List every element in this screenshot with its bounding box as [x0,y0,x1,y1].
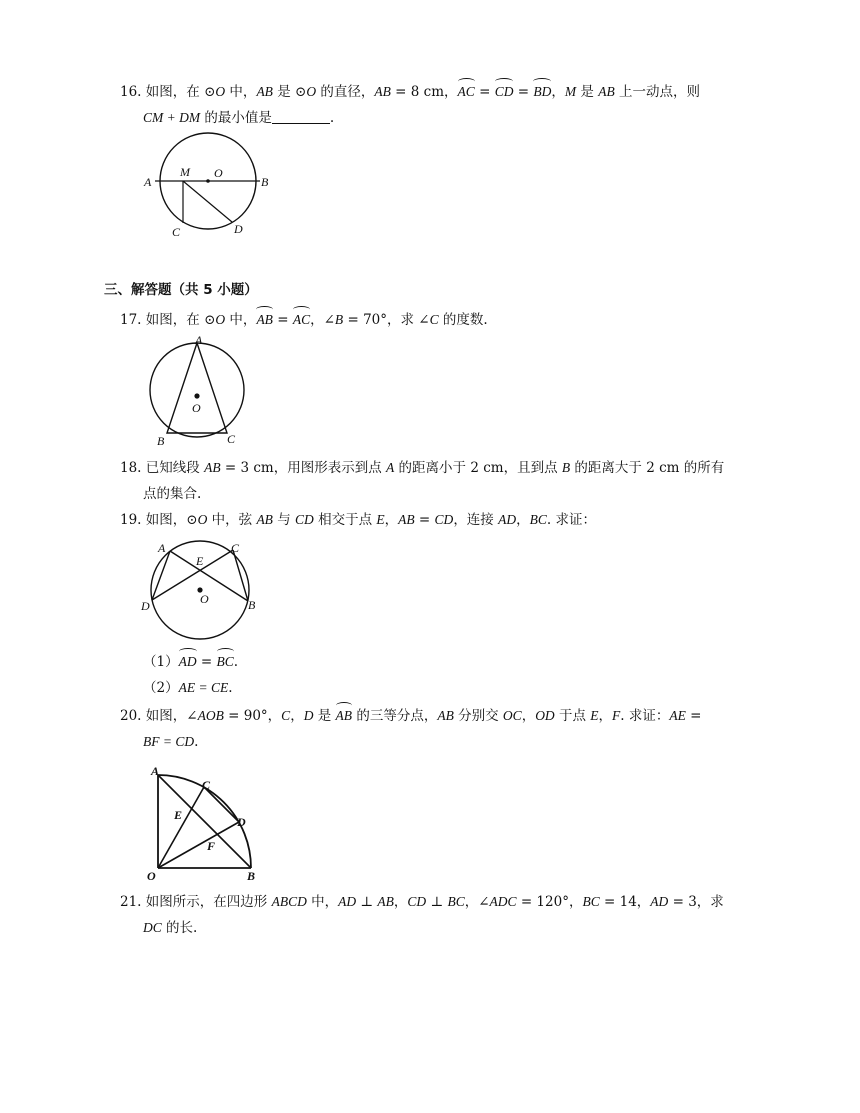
q17-label-a: A [195,333,203,347]
q20-var: BF = CD [143,734,195,749]
q16-line1 [120,82,700,102]
q19-label-c: C [231,541,240,555]
q20-text: 的三等分点， [352,708,438,724]
q18-var: AB [204,460,221,475]
q20-figure [144,760,269,885]
q21-var: CD [407,894,427,909]
q17-var: C [429,312,439,327]
q19-label-d: D [141,599,150,613]
q20-text: 是 [313,708,336,724]
q16-text: 中， [225,84,257,100]
q21-text: = 14， [599,894,651,910]
q20-label-b: B [247,869,256,883]
q18-text: 的距离大于 2 cm 的所有 [570,460,725,476]
q20-line2 [143,732,198,752]
q20-text: . [194,734,199,750]
q16-label-d: D [234,222,243,236]
q17-arc-ac: AC [293,310,310,330]
q17-text: 如图，在 ⊙ [145,312,216,328]
q16-arc-bd: BD [533,82,551,102]
q21-var: AD [338,894,357,909]
q16-text: 是 ⊙ [272,84,307,100]
q16-var: O [306,84,317,99]
q20-var: OD [535,708,555,723]
q20-arc-ab: AB [336,706,353,726]
q16-label-b: B [261,175,269,189]
q21-text: = 120°， [516,894,583,910]
q20-text: ， [290,708,304,724]
q21-text: ⊥ [426,894,448,910]
q20-text: 分别交 [453,708,503,724]
q17-text: 中， [225,312,257,328]
q20-text: . 求证： [620,708,670,724]
q21-var: ABCD [271,894,307,909]
q20-label-d: D [237,815,246,829]
q19-label-e: E [196,554,204,568]
q20-text: 于点 [554,708,591,724]
q20-text: = 90°， [223,708,282,724]
q16-var: M [564,84,577,99]
q20-var: D [303,708,314,723]
q19-sub2 [143,678,233,698]
q21-text: 如图所示，在四边形 [145,894,272,910]
q16-label-o: O [214,166,223,180]
q19-text: ， [516,512,530,528]
q17-label-b: B [157,434,165,448]
q16-text: = [513,84,534,100]
q20-text: = [685,708,702,724]
q21-var: AD [650,894,669,909]
q21-line2 [143,918,197,938]
q18-number: 18. [120,460,142,476]
q20-text: ， [521,708,536,724]
q16-text: = [474,84,495,100]
q20-var: F [612,708,621,723]
q20-label-f: F [207,839,216,853]
q18-line2: 点的集合. [143,486,202,502]
q16-figure [140,130,280,240]
q20-label-c: C [202,778,211,792]
q21-text: ，∠ [464,894,490,910]
q16-var: CM + DM [143,110,201,125]
q16-text: 的直径， [316,84,375,100]
q20-var: AB [437,708,454,723]
q20-text: ， [598,708,613,724]
q20-var: AOB [197,708,224,723]
q18-line1 [120,458,724,478]
q19-label-b: B [248,598,256,612]
q16-text: 如图，在 ⊙ [145,84,216,100]
q16-text: 上一动点，则 [614,84,701,100]
q19-var: CD [434,512,454,527]
q20-line1 [120,706,701,726]
q19-sub1 [143,652,238,672]
q20-var: AE [669,708,686,723]
q20-text: 如图，∠ [145,708,198,724]
q17-text: = [272,312,293,328]
q16-text: 是 [576,84,599,100]
q20-label-a: A [151,764,160,778]
q19-text: ，连接 [453,512,499,528]
q19-sub1-label: （1） [143,654,179,670]
q19-var: O [197,512,208,527]
q19-text: 相交于点 [313,512,377,528]
q16-line2 [143,108,334,128]
q19-sub2-label: （2） [143,680,179,696]
q16-label-c: C [172,225,181,239]
q17-text: 的度数. [438,312,488,328]
q20-var: C [281,708,291,723]
q19-text: = [196,654,217,670]
q21-text: 的长. [161,920,198,936]
q19-number: 19. [120,512,142,528]
q19-label-o: O [200,592,209,606]
q18-var: B [561,460,571,475]
q21-var: AB [377,894,394,909]
q19-text: 与 [272,512,296,528]
q19-text: . [228,680,233,696]
q19-line1 [120,510,596,530]
q16-var: AB [598,84,615,99]
q19-label-a: A [158,541,166,555]
q20-label-o: O [147,869,156,883]
q17-text: = 70°，求 ∠ [343,312,430,328]
q16-answer-blank [272,109,330,124]
q17-text: ，∠ [310,312,335,328]
q16-text: = 8 cm， [390,84,458,100]
q16-text: 的最小值是 [200,110,272,126]
q17-var: B [334,312,344,327]
q18-var: A [386,460,395,475]
q16-number: 16. [120,84,142,100]
q16-arc-cd: CD [495,82,514,102]
q17-label-c: C [227,432,236,446]
q16-text: . [329,110,335,126]
q19-arc-bc: BC [217,652,234,672]
q17-number: 17. [120,312,142,328]
q20-label-e: E [174,808,183,822]
q16-var: AB [374,84,391,99]
q20-var: OC [502,708,522,723]
q21-text: ⊥ [356,894,378,910]
q16-var: O [215,84,226,99]
q21-var: DC [143,920,162,935]
q19-text: 中，弦 [207,512,257,528]
q19-text: 如图，⊙ [145,512,198,528]
q19-text: = [414,512,435,528]
q19-var: AE = CE [178,680,229,695]
section-heading: 三、解答题（共 5 小题） [104,282,258,298]
q20-var: E [590,708,599,723]
q21-line1 [120,892,724,912]
q21-var: BC [447,894,465,909]
q19-text: . [233,654,239,670]
q21-text: 中， [306,894,339,910]
q16-label-m: M [180,165,190,179]
q19-var: AB [398,512,415,527]
q19-var: CD [295,512,314,527]
q17-figure [145,335,255,450]
q16-label-a: A [144,175,152,189]
q19-var: E [376,512,385,527]
q19-var: AD [498,512,517,527]
q19-figure [138,538,263,646]
q19-text: . 求证： [546,512,596,528]
q21-var: BC [582,894,600,909]
q16-text: ， [551,84,565,100]
q17-label-o: O [192,401,201,415]
q18-text: = 3 cm，用图形表示到点 [220,460,387,476]
q21-number: 21. [120,894,142,910]
q19-var: BC [529,512,547,527]
q17-arc-ab: AB [256,310,273,330]
q21-var: ADC [489,894,517,909]
q21-text: ， [393,894,408,910]
q16-var: AB [256,84,273,99]
q17-line1 [120,310,488,330]
q18-text: 的距离小于 2 cm，且到点 [394,460,562,476]
q21-text: = 3，求 [668,894,724,910]
q20-number: 20. [120,708,142,724]
q19-arc-ad: AD [179,652,197,672]
q18-text: 已知线段 [145,460,205,476]
q19-text: ， [384,512,399,528]
q16-arc-ac: AC [458,82,475,102]
q19-var: AB [256,512,273,527]
q17-var: O [215,312,226,327]
